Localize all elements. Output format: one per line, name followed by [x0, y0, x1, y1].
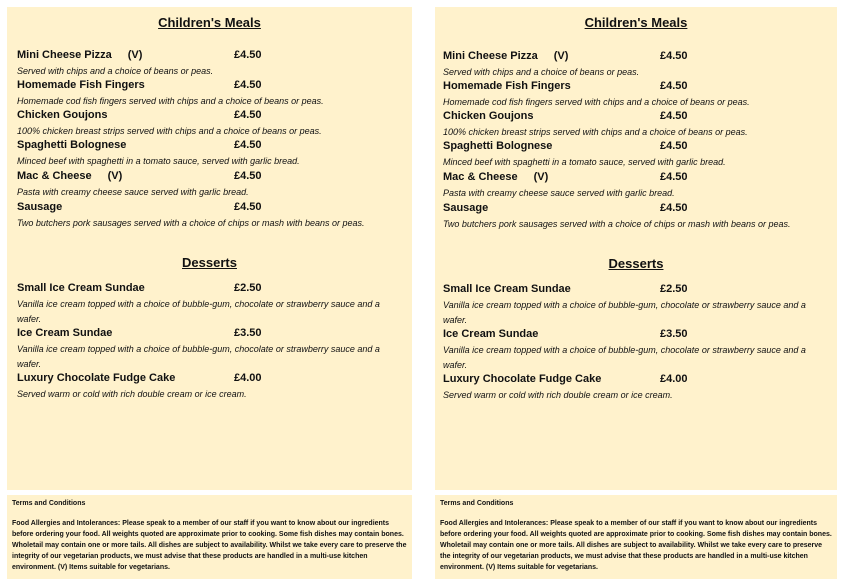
menu-item	[17, 138, 406, 169]
item-name: Ice Cream Sundae	[17, 327, 113, 339]
item-price: £2.50	[234, 282, 262, 294]
childrens-meals-title: Children's Meals	[158, 15, 261, 30]
item-description: Two butchers pork sausages served with a choice of chips or mash with beans or peas.	[443, 219, 791, 229]
veg-badge: (V)	[127, 49, 143, 61]
item-description: Homemade cod fish fingers served with chips and a choice of beans or peas.	[17, 96, 324, 106]
menu-item	[443, 109, 831, 140]
item-name: Spaghetti Bolognese	[17, 139, 127, 151]
menu-item	[443, 327, 831, 373]
menu-item	[17, 169, 406, 200]
item-name: Homemade Fish Fingers	[17, 79, 145, 91]
item-name: Chicken Goujons	[17, 109, 108, 121]
terms-title: Terms and Conditions	[440, 500, 514, 507]
item-price: £4.50	[660, 140, 688, 152]
item-description: Vanilla ice cream topped with a choice of bubble-gum, chocolate or strawberry sauce and a wafer.	[17, 299, 380, 324]
menu-item	[443, 49, 831, 80]
menu-item	[17, 326, 406, 372]
item-price: £3.50	[234, 327, 262, 339]
item-description: Homemade cod fish fingers served with chips and a choice of beans or peas.	[443, 97, 750, 107]
menu-left-content	[7, 7, 412, 490]
item-description: Pasta with creamy cheese sauce served with garlic bread.	[443, 188, 675, 198]
menu-item	[17, 200, 406, 231]
item-description: 100% chicken breast strips served with chips and a choice of beans or peas.	[443, 127, 748, 137]
item-price: £4.50	[660, 80, 688, 92]
item-price: £4.50	[234, 201, 262, 213]
terms-body: Food Allergies and Intolerances: Please speak to a member of our staff if you want to know about our ingredients before ordering your food. All weights quoted are approximate prior to cooking. Some fish dishes may contain bones. Wholetail may contain one or more tails. All dishes are subject to availability. Whilst we take every care to preserve the integrity of our vegetarian products, we must advise that these products are handled in a multi-use kitchen environment. (V) Items suitable for vegetarians.	[12, 520, 407, 571]
childrens-meals-title: Children's Meals	[584, 15, 688, 30]
item-description: Minced beef with spaghetti in a tomato sauce, served with garlic bread.	[443, 157, 726, 167]
menu-item	[443, 170, 831, 201]
item-description: Served with chips and a choice of beans or peas.	[17, 66, 214, 76]
item-description: Vanilla ice cream topped with a choice of bubble-gum, chocolate or strawberry sauce and a wafer.	[443, 300, 806, 325]
item-name: Luxury Chocolate Fudge Cake	[17, 372, 176, 384]
menu-item	[17, 78, 406, 109]
veg-badge: (V)	[107, 170, 123, 182]
item-price: £3.50	[660, 328, 688, 340]
menu-panel-right	[435, 7, 837, 490]
veg-badge: (V)	[533, 171, 549, 183]
terms-body: Food Allergies and Intolerances: Please speak to a member of our staff if you want to know about our ingredients before ordering your food. All weights quoted are approximate prior to cooking. Some fish dishes may contain bones. Wholetail may contain one or more tails. All dishes are subject to availability. Whilst we take every care to preserve the integrity of our vegetarian products, we must advise that these products are handled in a multi-use kitchen environment. (V) Items suitable for vegetarians.	[440, 520, 832, 571]
menu-item	[443, 282, 831, 328]
terms-panel-right	[435, 495, 837, 579]
item-name: Homemade Fish Fingers	[443, 80, 571, 92]
item-name: Sausage	[443, 202, 489, 214]
item-name: Small Ice Cream Sundae	[17, 282, 145, 294]
item-name: Mini Cheese Pizza	[443, 50, 538, 62]
veg-badge: (V)	[553, 50, 569, 62]
item-description: Pasta with creamy cheese sauce served with garlic bread.	[17, 187, 249, 197]
item-description: 100% chicken breast strips served with chips and a choice of beans or peas.	[17, 126, 322, 136]
item-name: Mac & Cheese	[17, 170, 92, 182]
terms-panel-left	[7, 495, 412, 579]
item-description: Served warm or cold with rich double cream or ice cream.	[443, 390, 673, 400]
item-price: £4.50	[234, 139, 262, 151]
item-price: £4.50	[660, 110, 688, 122]
item-description: Minced beef with spaghetti in a tomato sauce, served with garlic bread.	[17, 156, 300, 166]
item-description: Two butchers pork sausages served with a choice of chips or mash with beans or peas.	[17, 218, 365, 228]
desserts-title: Desserts	[608, 256, 664, 271]
item-price: £4.50	[234, 49, 262, 61]
item-price: £4.50	[660, 202, 688, 214]
menu-panel-left	[7, 7, 412, 490]
menu-item	[443, 139, 831, 170]
item-price: £4.50	[234, 109, 262, 121]
item-name: Small Ice Cream Sundae	[443, 283, 571, 295]
item-name: Chicken Goujons	[443, 110, 534, 122]
menu-item	[443, 79, 831, 110]
item-name: Spaghetti Bolognese	[443, 140, 553, 152]
menu-item	[17, 48, 406, 79]
item-description: Served with chips and a choice of beans or peas.	[443, 67, 640, 77]
menu-item	[17, 281, 406, 327]
item-description: Vanilla ice cream topped with a choice of bubble-gum, chocolate or strawberry sauce and a wafer.	[443, 345, 806, 370]
desserts-title: Desserts	[182, 255, 237, 270]
item-price: £4.50	[660, 171, 688, 183]
menu-right-content	[435, 7, 837, 490]
terms-title: Terms and Conditions	[12, 500, 86, 507]
item-name: Ice Cream Sundae	[443, 328, 539, 340]
item-name: Sausage	[17, 201, 63, 213]
menu-item	[17, 108, 406, 139]
item-description: Vanilla ice cream topped with a choice of bubble-gum, chocolate or strawberry sauce and a wafer.	[17, 344, 380, 369]
item-price: £4.00	[660, 373, 688, 385]
menu-item	[443, 372, 831, 403]
item-name: Mini Cheese Pizza	[17, 49, 112, 61]
item-price: £2.50	[660, 283, 688, 295]
item-name: Luxury Chocolate Fudge Cake	[443, 373, 602, 385]
item-price: £4.50	[234, 79, 262, 91]
item-price: £4.00	[234, 372, 262, 384]
item-price: £4.50	[234, 170, 262, 182]
menu-item	[443, 201, 831, 232]
item-price: £4.50	[660, 50, 688, 62]
item-description: Served warm or cold with rich double cream or ice cream.	[17, 389, 247, 399]
menu-item	[17, 371, 406, 402]
item-name: Mac & Cheese	[443, 171, 518, 183]
